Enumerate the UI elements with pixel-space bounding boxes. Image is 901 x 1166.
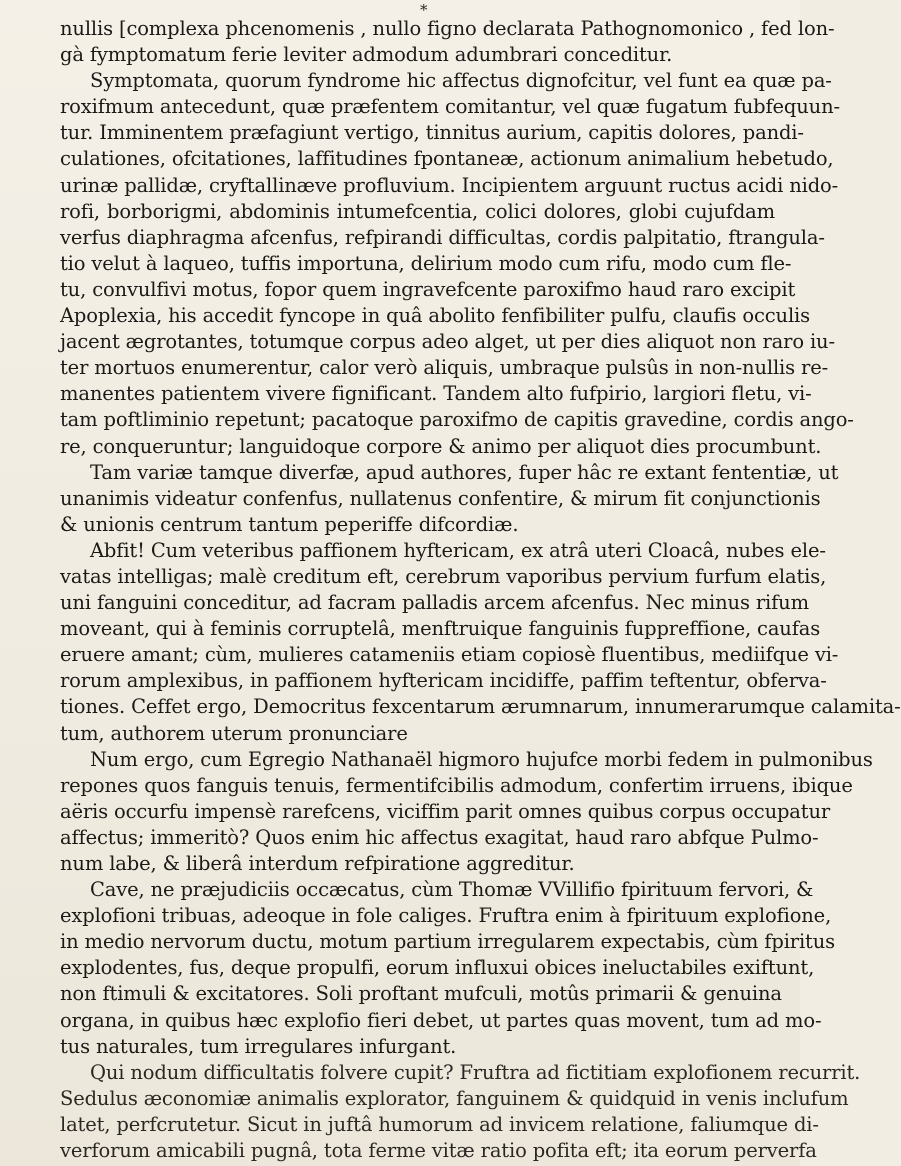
text-line: Apoplexia, his accedit fyncope in quâ abolito fenfibiliter pulfu, claufis occulis [60,304,810,328]
text-line: vatas intelligas; malè creditum eft, cerebrum vaporibus pervium furfum elatis, [60,564,827,588]
text-line: ter mortuos enumerentur, calor verò aliquis, umbraque pulsûs in non-nullis re- [60,356,829,380]
text-line: jacent ægrotantes, totumque corpus adeo alget, ut per dies aliquot non raro iu- [60,330,835,354]
text-line: Sedulus æconomiæ animalis explorator, fanguinem & quidquid in venis inclufum [60,1086,849,1110]
text-line: verfus diaphragma afcenfus, refpirandi difficultas, cordis palpitatio, ftrangula- [60,225,825,249]
text-line: tio velut à laqueo, tuffis importuna, delirium modo cum rifu, modo cum fle- [60,251,792,275]
text-line: uni fanguini conceditur, ad facram palladis arcem afcenfus. Nec minus rifum [60,591,809,615]
text-line: tam poftliminio repetunt; pacatoque paroxifmo de capitis gravedine, cordis ango- [60,408,854,432]
text-line: verforum amicabili pugnâ, tota ferme vitæ ratio pofita eft; ita eorum perverfa [60,1139,817,1163]
text-line: tiones. Ceffet ergo, Democritus fexcentarum ærumnarum, innumerarumque calamita- [60,695,901,719]
text-line: in medio nervorum ductu, motum partium irregularem expectabis, cùm fpiritus [60,930,836,954]
text-line: Cave, ne præjudiciis occæcatus, cùm Thomæ VVillifio fpirituum fervori, & [90,878,814,902]
text-line: nullis [complexa phcenomenis , nullo figno declarata Pathognomonico , fed lon- [60,17,835,40]
text-line: moveant, qui à feminis corruptelâ, menftruique fanguinis fuppreffione, caufas [60,617,821,641]
text-line: manentes patientem vivere fignificant. Tandem alto fufpirio, largiori fletu, vi- [60,382,812,406]
text-line: tur. Imminentem præfagiunt vertigo, tinnitus aurium, capitis dolores, pandi- [60,121,804,145]
text-line: Abfit! Cum veteribus paffionem hyftericam, ex atrâ uteri Cloacâ, nubes ele- [90,538,826,562]
text-line: tus naturales, tum irregulares infurgant. [60,1034,457,1058]
text-line: tu, convulfivi motus, fopor quem ingravefcente paroxifmo haud raro excipit [60,277,796,301]
text-line: culationes, ofcitationes, laffitudines fpontaneæ, actionum animalium hebetudo, [60,147,834,171]
body-text [60,16,901,1164]
text-line: aëris occurfu impensè rarefcens, viciffim parit omnes quibus corpus occupatur [60,799,831,823]
text-line: explodentes, fus, deque propulfi, eorum influxui obices ineluctabiles exiftunt, [60,956,815,980]
text-line: rofi, borborigmi, abdominis intumefcentia, colici dolores, globi cujufdam [60,199,775,223]
text-line: non ftimuli & excitatores. Soli proftant mufculi, motûs primarii & genuina [60,982,782,1006]
text-line: rorum amplexibus, in paffionem hyftericam incidiffe, paffim teftentur, obferva- [60,669,827,693]
text-line: gà fymptomatum ferie leviter admodum adumbrari conceditur. [60,43,673,67]
text-line: latet, perfcrutetur. Sicut in juftâ humorum ad invicem relatione, faliumque di- [60,1112,819,1136]
text-line: eruere amant; cùm, mulieres catameniis etiam copiosè fluentibus, mediifque vi- [60,643,839,667]
text-line: unanimis videatur confenfus, nullatenus confentire, & mirum fit conjunctionis [60,486,821,510]
text-line: Num ergo, cum Egregio Nathanaël higmoro hujufce morbi fedem in pulmonibus [90,747,873,771]
text-line: affectus; immeritò? Quos enim hic affectus exagitat, haud raro abfque Pulmo- [60,825,819,849]
text-line: repones quos fanguis tenuis, fermentifcibilis admodum, confertim irruens, ibique [60,773,853,797]
text-line: re, conqueruntur; languidoque corpore & animo per aliquot dies procumbunt. [60,434,822,458]
text-line: organa, in quibus hæc explofio fieri debet, ut partes quas movent, tum ad mo- [60,1008,822,1032]
text-line: roxifmum antecedunt, quæ præfentem comitantur, vel quæ fugatum fubfequun- [60,95,840,119]
text-line: Symptomata, quorum fyndrome hic affectus dignofcitur, vel funt ea quæ pa- [90,69,832,93]
text-line: num labe, & liberâ interdum refpiratione aggreditur. [60,852,575,875]
text-line: tum, authorem uterum pronunciare [60,721,408,745]
signature-mark: * [420,1,428,19]
text-line: & unionis centrum tantum peperiffe difcordiæ. [60,512,519,536]
text-line: Tam variæ tamque diverfæ, apud authores, fuper hâc re extant fententiæ, ut [90,460,839,484]
text-line: urinæ pallidæ, cryftallinæve profluvium. Incipientem arguunt ructus acidi nido- [60,173,839,197]
text-line: explofioni tribuas, adeoque in fole caliges. Fruftra enim à fpirituum explofione, [60,904,832,928]
text-line: Qui nodum difficultatis folvere cupit? Fruftra ad fictitiam explofionem recurrit. [90,1060,861,1084]
